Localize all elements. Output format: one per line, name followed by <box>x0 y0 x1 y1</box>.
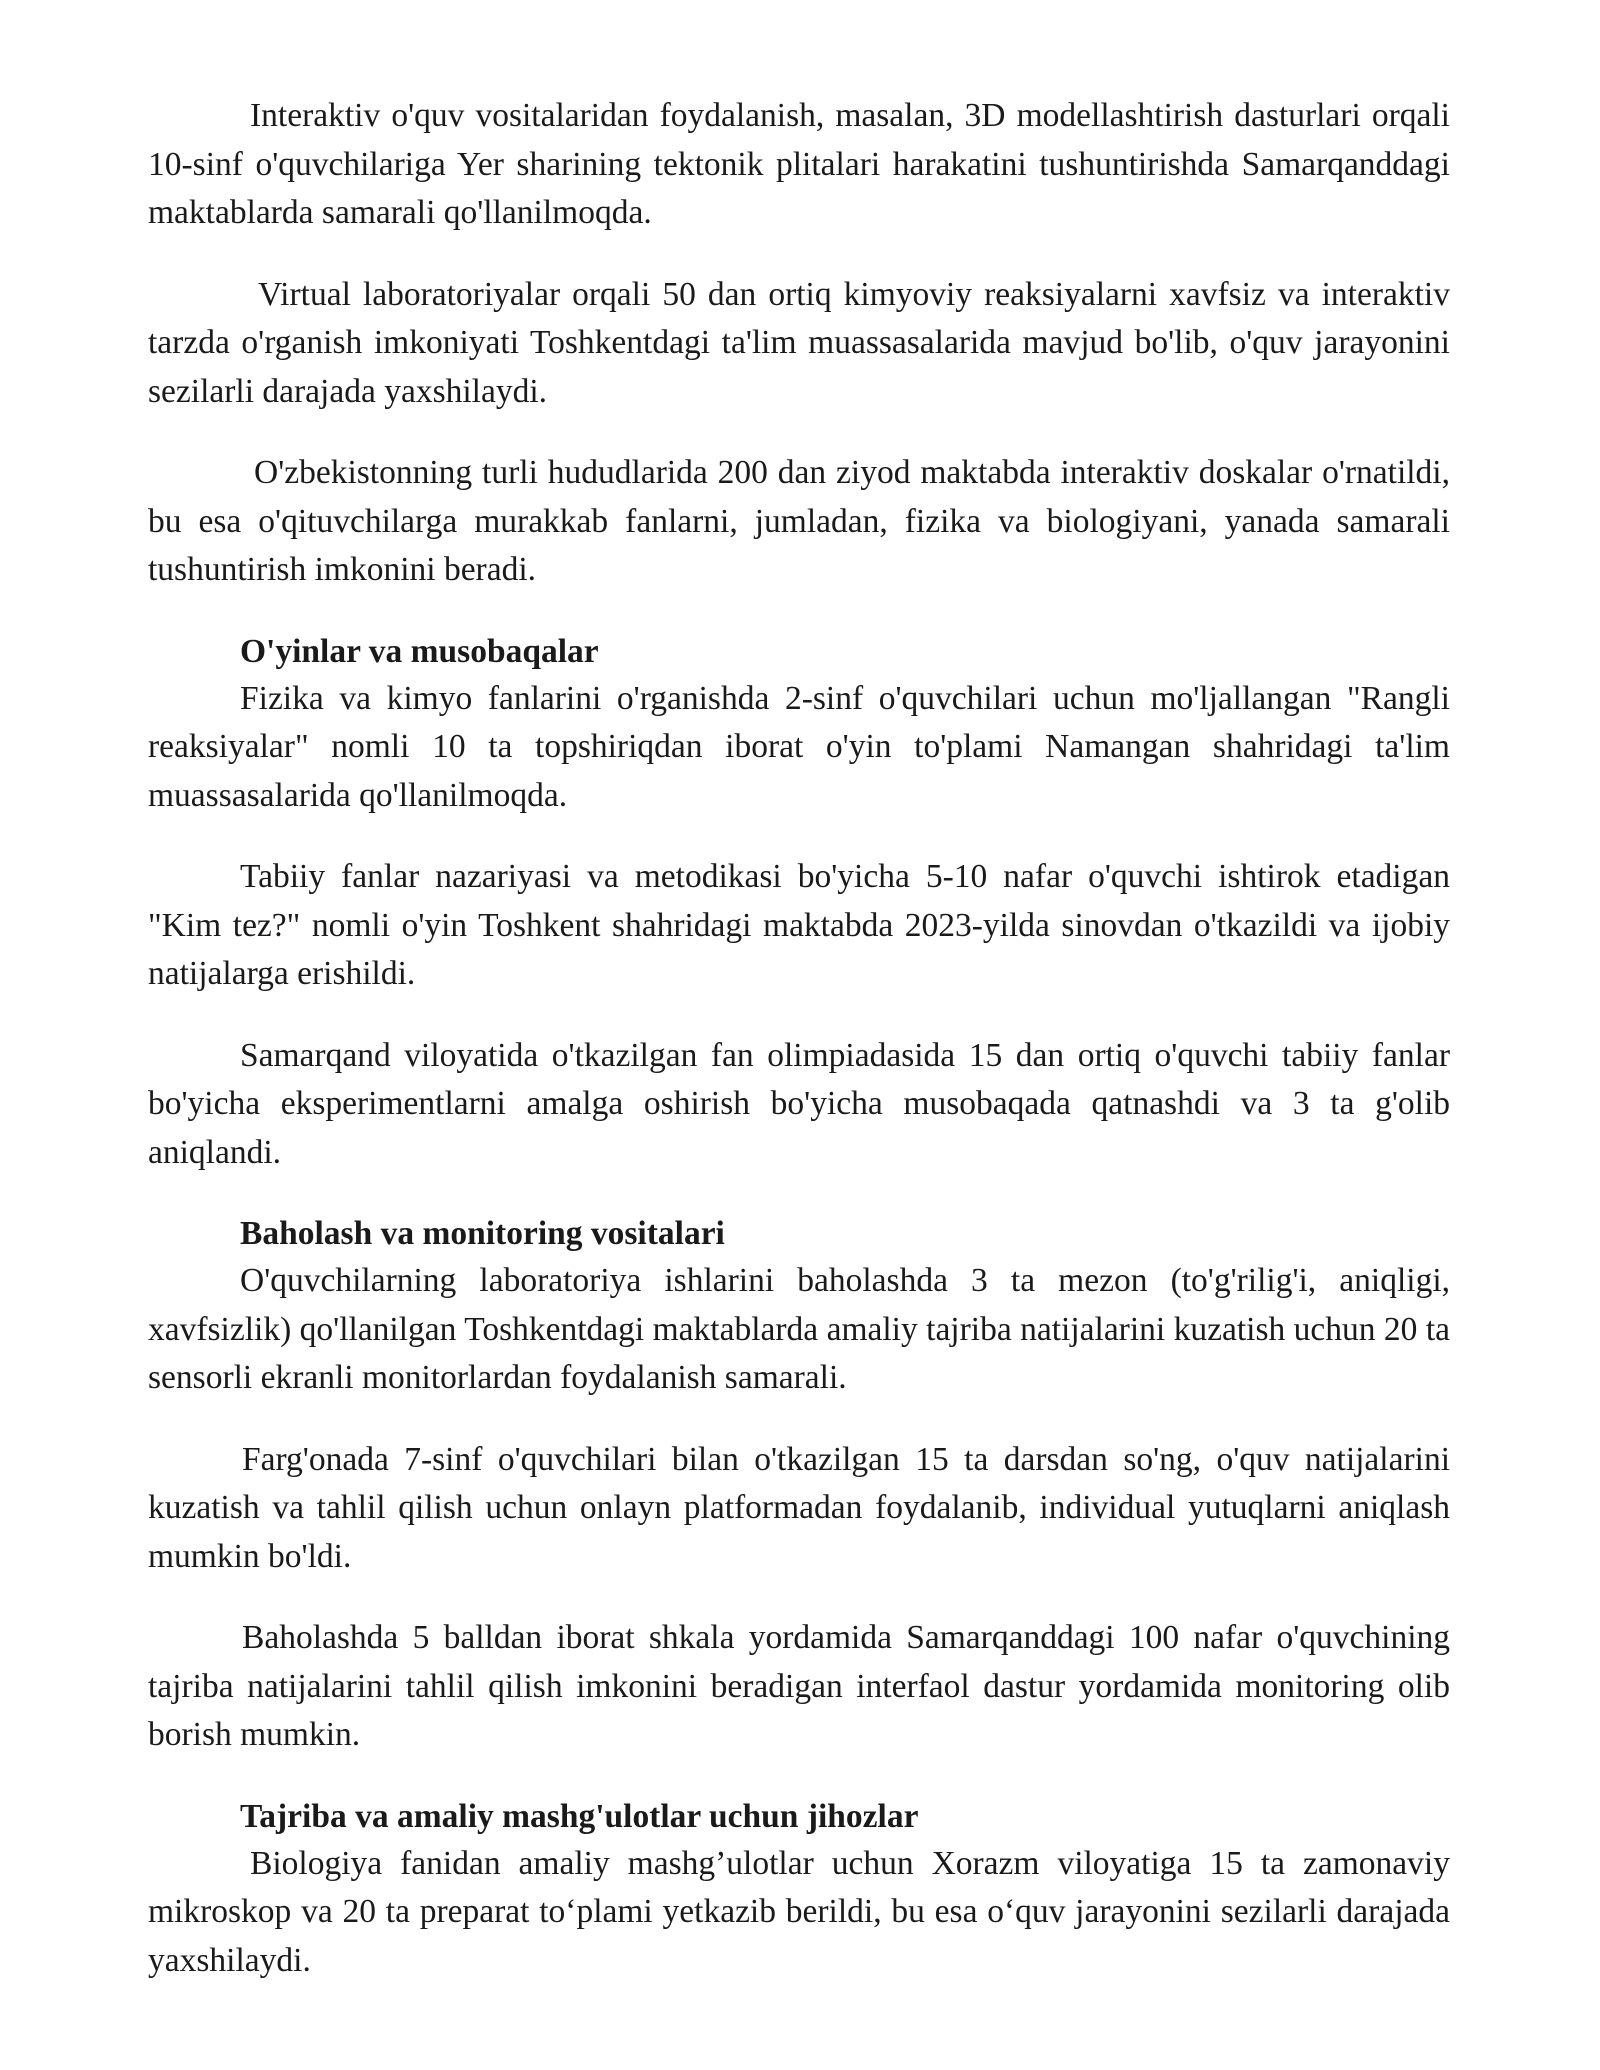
paragraph-lab-assessment: O'quvchilarning laboratoriya ishlarini baholashda 3 ta mezon (to'g'rilig'i, aniqligi, xavfsizlik) qo'llanilgan Toshkentdagi maktablarda amaliy tajriba natijalarini kuzatish uchun 20 ta sensorli ekranli monitorlardan foydalanish samarali. <box>148 1262 1450 1396</box>
paragraph-colorful-reactions: Fizika va kimyo fanlarini o'rganishda 2-sinf o'quvchilari uchun mo'ljallangan "Rangli reaksiyalar" nomli 10 ta topshiriqdan iborat o'yin to'plami Namangan shahridagi ta'lim muassasalarida qo'llanilmoqda. <box>148 679 1450 814</box>
paragraph-microscopes: Biologiya fanidan amaliy mashg’ulotlar uchun Xorazm viloyatiga 15 ta zamonaviy mikroskop va 20 ta preparat to‘plami yetkazib berildi, bu esa o‘quv jarayonini sezilarli darajada yaxshilaydi. <box>148 1844 1450 1979</box>
paragraph-fergana-platform: Farg'onada 7-sinf o'quvchilari bilan o'tkazilgan 15 ta darsdan so'ng, o'quv natijalarini kuzatish va tahlil qilish uchun onlayn platformadan foydalanib, individual yutuqlarni aniqlash mumkin bo'ldi. <box>148 1440 1450 1575</box>
document-page <box>148 92 1450 1985</box>
heading-games-competitions: O'yinlar va musobaqalar <box>240 632 599 670</box>
heading-equipment: Tajriba va amaliy mashg'ulotlar uchun jihozlar <box>240 1797 919 1835</box>
paragraph-scale-monitoring: Baholashda 5 balldan iborat shkala yordamida Samarqanddagi 100 nafar o'quvchining tajriba natijalarini tahlil qilish imkonini beradigan interfaol dastur yordamida monitoring olib borish mumkin. <box>148 1619 1450 1753</box>
heading-assessment-monitoring: Baholash va monitoring vositalari <box>240 1215 725 1252</box>
paragraph-olympiad: Samarqand viloyatida o'tkazilgan fan olimpiadasida 15 dan ortiq o'quvchi tabiiy fanlar bo'yicha eksperimentlarni amalga oshirish bo'yicha musobaqada qatnashdi va 3 ta g'olib aniqlandi. <box>148 1036 1450 1171</box>
paragraph-3d-modelling: Interaktiv o'quv vositalaridan foydalanish, masalan, 3D modellashtirish dasturlari orqali 10-sinf o'quvchilariga Yer sharining tektonik plitalari harakatini tushuntirishda Samarqanddagi maktablarda samarali qo'llanilmoqda. <box>148 97 1450 231</box>
paragraph-virtual-labs: Virtual laboratoriyalar orqali 50 dan ortiq kimyoviy reaksiyalarni xavfsiz va interaktiv tarzda o'rganish imkoniyati Toshkentdagi ta'lim muassasalarida mavjud bo'lib, o'quv jarayonini sezilarli darajada yaxshilaydi. <box>148 275 1450 410</box>
paragraph-interactive-boards: O'zbekistonning turli hududlarida 200 dan ziyod maktabda interaktiv doskalar o'rnatildi, bu esa o'qituvchilarga murakkab fanlarni, jumladan, fizika va biologiyani, yanada samarali tushuntirish imkonini beradi. <box>148 454 1450 588</box>
paragraph-kim-tez-game: Tabiiy fanlar nazariyasi va metodikasi bo'yicha 5-10 nafar o'quvchi ishtirok etadigan "Kim tez?" nomli o'yin Toshkent shahridagi maktabda 2023-yilda sinovdan o'tkazildi va ijobiy natijalarga erishildi. <box>148 858 1450 992</box>
